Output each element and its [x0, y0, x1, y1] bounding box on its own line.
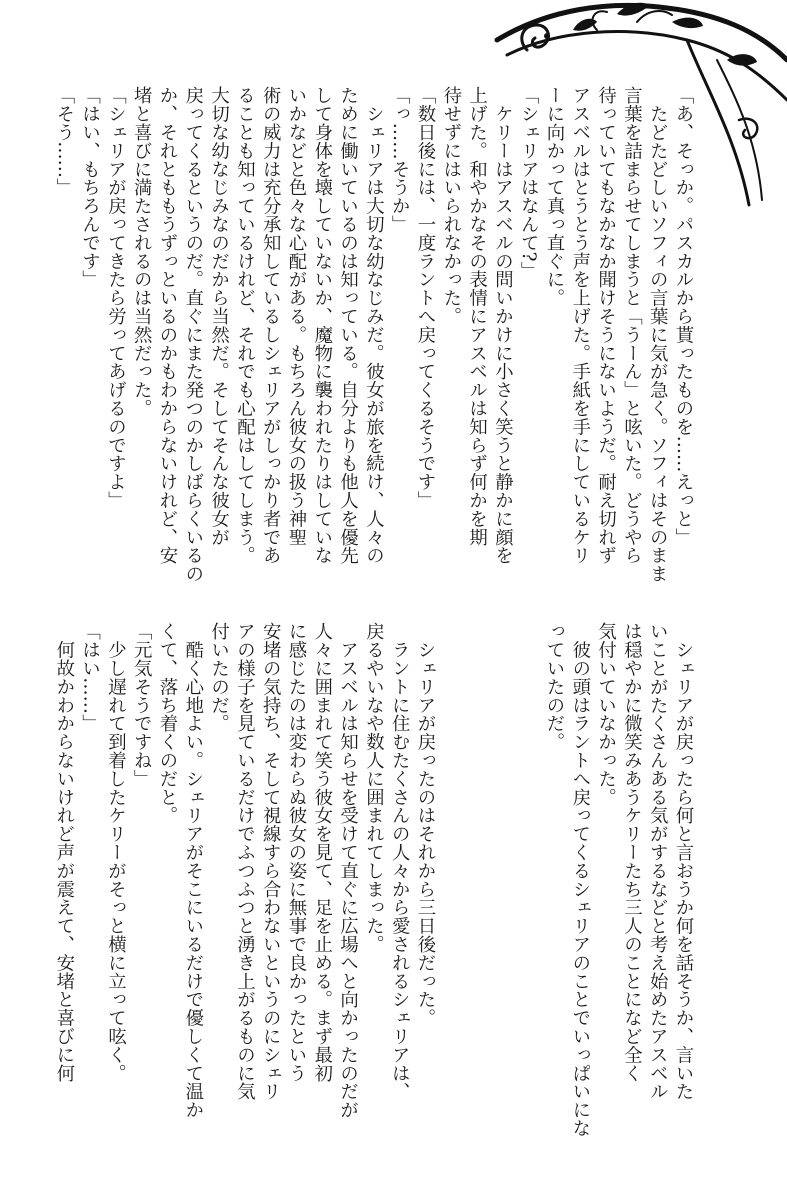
text-column: 安堵の気持ち、そして視線すら合わないというのにシェリ — [260, 622, 282, 1101]
text-column: 彼の頭はラントへ戻ってくるシェリアのことでいっぱいにな — [569, 622, 591, 1138]
text-column: 「はい、もちろんです」 — [79, 86, 101, 289]
text-column: 酷く心地よい。シェリアがそこにいるだけで優しくて温か — [182, 622, 204, 1119]
text-column: くて、落ち着くのだと。 — [157, 622, 178, 825]
text-column: 「はい……」 — [79, 622, 101, 733]
text-column: 「っ……そうか」 — [389, 86, 411, 234]
text-column: 付いたのだ。 — [208, 622, 230, 733]
text-column: 術の威力は充分承知しているしシェリアがしっかり者であ — [260, 86, 282, 565]
text-column: 戻ってくるというのだ。直ぐにまた発つのかしばらくいるの — [182, 86, 204, 583]
text-column: たどたどしいソフィの言葉に気が急く。ソフィはそのまま — [647, 86, 669, 583]
text-column: 大切な幼なじみなのだから当然だ。そしてそんな彼女が — [208, 86, 230, 546]
text-column: シェリアが戻ったのはそれから三日後だった。 — [415, 622, 436, 1027]
text-column: 堵と喜びに満たされるのは当然だった。 — [131, 86, 153, 418]
text-column: に感じたのは変わらぬ彼女の姿に無事で良かったという — [286, 622, 307, 1082]
text-column: 待せずにはいられなかった。 — [440, 86, 462, 326]
text-column: 何故かわからないけれど声が震えて、安堵と喜びに何 — [53, 622, 75, 1082]
text-column: ることも知っているけれど、それでも心配はしてしまう。 — [234, 86, 256, 565]
text-column: アの様子を見ているだけでふつふつと湧き上がるものに気 — [234, 622, 256, 1101]
text-column: アスベルはとうとう声を上げた。手紙を手にしているケリ — [569, 86, 591, 565]
text-column: 「シェリアが戻ってきたら労ってあげるのですよ」 — [105, 86, 127, 510]
text-column: か、それとももうずっといるのかもわからないけれど、安 — [157, 86, 178, 565]
text-column: いかなどと色々な心配がある。もちろん彼女の扱う神聖 — [286, 86, 307, 546]
text-column: シェリアが戻ったら何と言おうか何を話そうか、言いた — [673, 622, 694, 1101]
text-column: 「あ、そっか。パスカルから貰ったものを……えっと」 — [673, 86, 694, 546]
text-column: 「数日後には、一度ラントへ戻ってくるそうです」 — [415, 86, 436, 510]
text-column: 「元気そうですね」 — [131, 622, 153, 788]
text-column: ーに向かって真っ直ぐに。 — [544, 86, 565, 307]
text-column: アスベルは知らせを受けて直ぐに広場へと向かったのだが — [337, 622, 359, 1119]
upper-text-block — [53, 86, 696, 596]
text-column: 上げた。和やかなその表情にアスベルは知らず何かを期 — [466, 86, 488, 546]
text-column: は穏やかに微笑みあうケリーたち三人のことになど全く — [621, 622, 643, 1082]
text-column: ために働いているのは知っている。自分よりも他人を優先 — [337, 86, 359, 565]
text-column: 少し遅れて到着したケリーがそっと横に立って呟く。 — [105, 622, 127, 1082]
text-column: 「シェリアはなんて?」 — [518, 86, 540, 280]
text-column: 「そう……」 — [53, 86, 75, 197]
text-column: 気付いていなかった。 — [595, 622, 617, 806]
text-column: シェリアは大切な幼なじみだ。彼女が旅を続け、人々の — [363, 86, 385, 565]
text-column: ラントに住むたくさんの人々から愛されるシェリアは、 — [389, 622, 411, 1101]
text-column: 待っていてもなかなか聞けそうにないようだ。耐え切れず — [595, 86, 617, 565]
text-column: 言葉を詰まらせてしまうと「うーん」と呟いた。どうやら — [621, 86, 643, 565]
text-column: いことがたくさんある気がするなどと考え始めたアスベル — [647, 622, 669, 1101]
text-column: 戻るやいなや数人に囲まれてしまった。 — [363, 622, 385, 954]
lower-text-block — [53, 622, 696, 1138]
text-column: っていたのだ。 — [544, 622, 565, 751]
text-column: ケリーはアスベルの問いかけに小さく笑うと静かに顔を — [492, 86, 514, 565]
text-column: 人々に囲まれて笑う彼女を見て、足を止める。まず最初 — [311, 622, 333, 1082]
text-column: して身体を壊していないか、魔物に襲われたりはしていな — [311, 86, 333, 565]
